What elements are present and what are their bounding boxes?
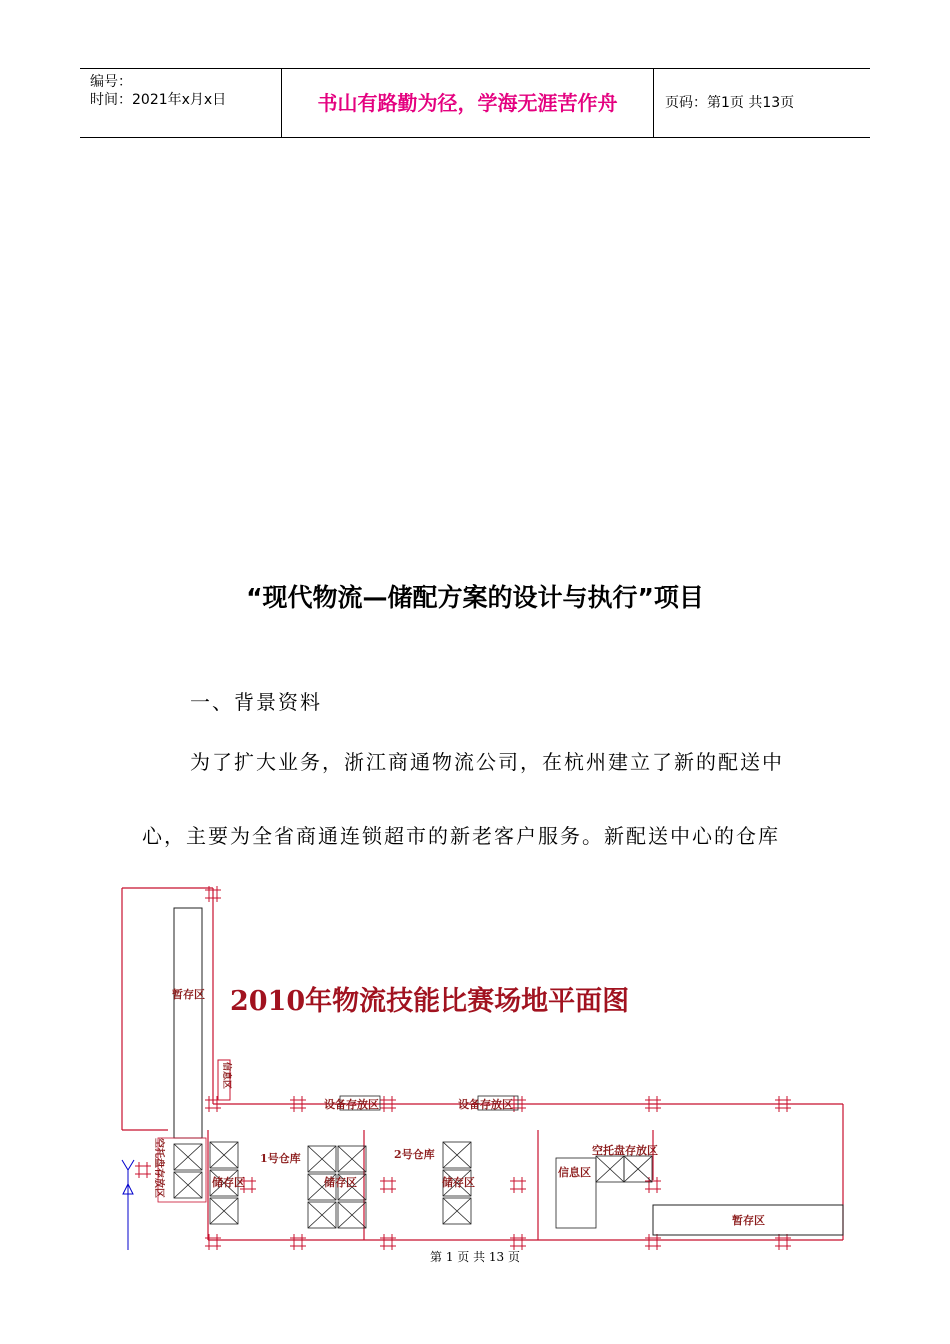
page-header [80, 68, 870, 138]
label-storage-1: 储存区 [212, 1176, 245, 1189]
label-warehouse-1: 1号仓库 [260, 1152, 301, 1165]
floor-plan-title: 2010年物流技能比赛场地平面图 [230, 986, 630, 1017]
paragraph-line-1: 为了扩大业务，浙江商通物流公司，在杭州建立了新的配送中 [190, 750, 784, 774]
label-info-zone: 信息区 [558, 1166, 591, 1179]
section-heading: 一、背景资料 [190, 690, 322, 714]
time-label: 时间：2021年x月x日 [90, 92, 227, 108]
floor-plan-diagram [118, 880, 858, 1255]
label-equipment-zone-2: 设备存放区 [458, 1098, 513, 1111]
label-warehouse-2: 2号仓库 [394, 1148, 435, 1161]
label-empty-pallet-zone-right: 空托盘存放区 [592, 1144, 658, 1157]
label-temp-storage-left: 暂存区 [172, 988, 205, 1001]
temp-storage-zone-left [174, 908, 202, 1138]
pillars [135, 886, 791, 1250]
label-empty-pallet-zone-left: 空托盘存放区 [153, 1138, 164, 1198]
paragraph-line-2: 心，主要为全省商通连锁超市的新老客户服务。新配送中心的仓库 [142, 824, 780, 848]
number-label: 编号： [90, 74, 132, 90]
entrance-marker [122, 1160, 134, 1250]
document-title: “现代物流—储配方案的设计与执行”项目 [246, 583, 704, 612]
label-temp-storage-right: 暂存区 [732, 1214, 765, 1227]
header-motto: 书山有路勤为径，学海无涯苦作舟 [281, 69, 654, 137]
label-info-zone-small: 信息区 [221, 1062, 231, 1090]
label-storage-3: 储存区 [442, 1176, 475, 1189]
header-meta-cell [80, 69, 280, 137]
label-equipment-zone-1: 设备存放区 [324, 1098, 379, 1111]
header-page-info: 页码：第1页 共13页 [665, 95, 795, 111]
page-footer: 第 1 页 共 13 页 [430, 1250, 520, 1264]
label-storage-2: 储存区 [324, 1176, 357, 1189]
